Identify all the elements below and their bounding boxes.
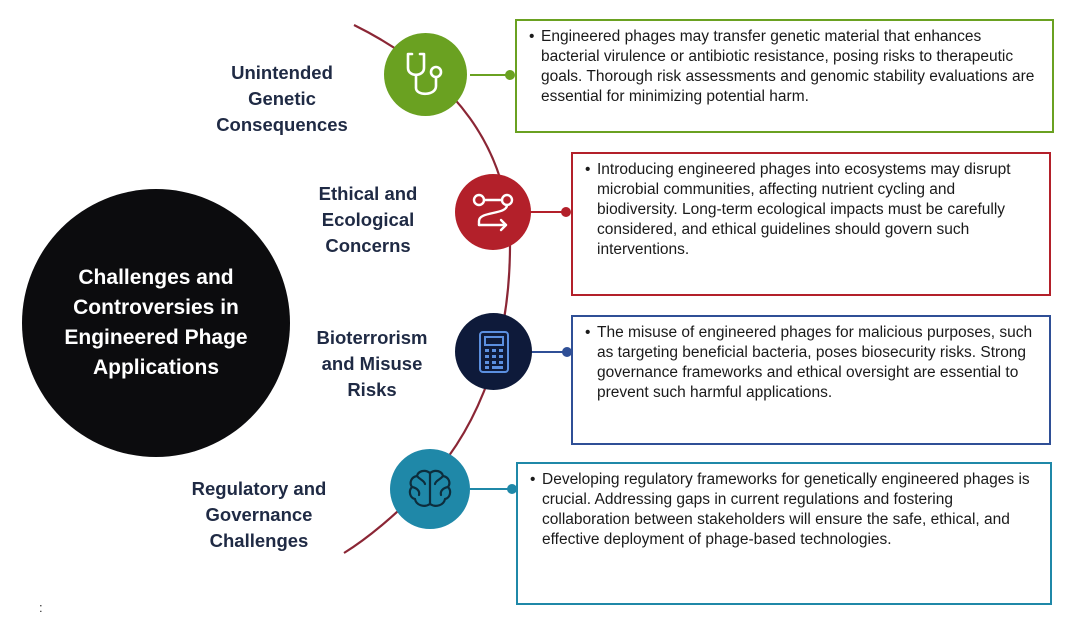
box-ethical: • Introducing engineered phages into ecosystems may disrupt microbial communities, affecting nutrient cycling and biodiversity. Long-term ecological impacts must be carefully considered, and ethical guidelines should govern such interventions. [571,152,1051,296]
box-bioterrorism-text: The misuse of engineered phages for malicious purposes, such as targeting beneficial bacteria, poses biosecurity risks. Strong governance frameworks and ethical oversight are essential to prevent such harmful applications. [597,324,1033,401]
box-regulatory: • Developing regulatory frameworks for genetically engineered phages is crucial. Addressing gaps in current regulations and fostering collaboration between stakeholders will ensure the safe, ethical, and effective deployment of phage-based technologies. [516,462,1052,605]
stethoscope-icon [402,48,450,102]
brain-icon [407,468,453,510]
icon-circle-bioterrorism [455,313,532,390]
box-ethical-text: Introducing engineered phages into ecosystems may disrupt microbial communities, affecting nutrient cycling and biodiversity. Long-term ecological impacts must be carefully considered, and ethical guidelines should govern such interventions. [597,161,1011,258]
label-regulatory: Regulatory and Governance Challenges [191,478,327,551]
label-bioterrorism: Bioterrorism and Misuse Risks [316,327,428,400]
box-genetic: • Engineered phages may transfer genetic material that enhances bacterial virulence or antibiotic resistance, posing risks to therapeutic goals. Thorough risk assessments and genomic stability evaluations are essential for minimizing potential harm. [515,19,1054,133]
center-title: Challenges and Controversies in Engineered Phage Applications [64,266,248,379]
calculator-icon [477,330,511,374]
footnote-mark: : [39,600,43,615]
label-ethical-ecological: Ethical and Ecological Concerns [318,183,418,256]
icon-circle-regulatory [390,449,470,529]
icon-circle-ethical [455,174,531,250]
box-bioterrorism: • The misuse of engineered phages for malicious purposes, such as targeting beneficial bacteria, poses biosecurity risks. Strong governance frameworks and ethical oversight are essential to prevent such harmful applications. [571,315,1051,445]
box-genetic-text: Engineered phages may transfer genetic material that enhances bacterial virulence or antibiotic resistance, posing risks to therapeutic goals. Thorough risk assessments and genomic stability evaluations are essential for minimizing potential harm. [541,28,1035,105]
center-circle [22,189,290,457]
connector-dot-2 [561,207,571,217]
connector-dot-1 [505,70,515,80]
icon-circle-genetic [384,33,467,116]
label-unintended-genetic: Unintended Genetic Consequences [216,62,348,135]
box-regulatory-text: Developing regulatory frameworks for genetically engineered phages is crucial. Addressing gaps in current regulations and fostering collaboration between stakeholders will ensure the safe, ethical, and effective deployment of phage-based technologies. [542,471,1030,548]
workflow-icon [470,189,516,235]
